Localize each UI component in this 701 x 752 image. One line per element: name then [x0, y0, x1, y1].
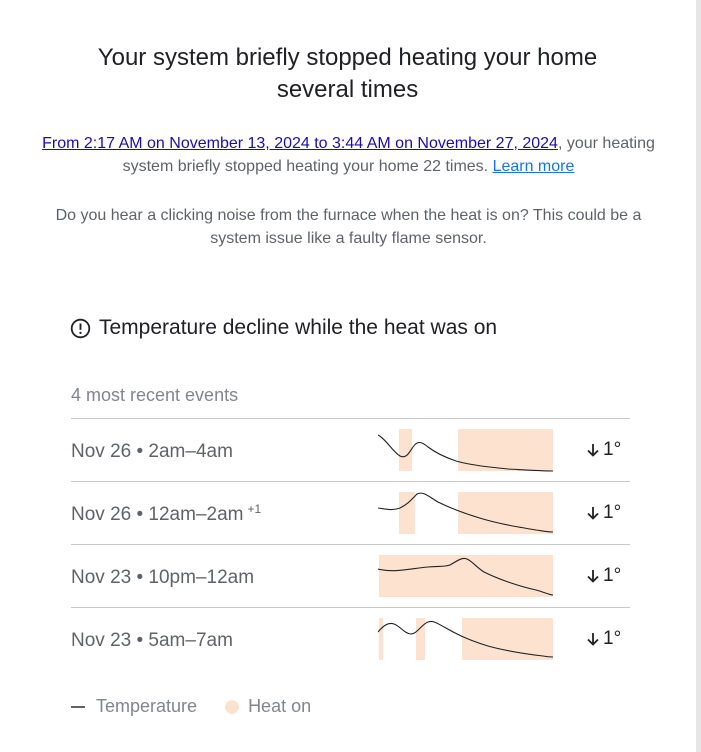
heat-on-region [379, 618, 383, 660]
event-label [71, 439, 237, 463]
learn-more-link[interactable]: Learn more [492, 158, 575, 175]
arrow-down-icon [585, 568, 601, 584]
temperature-change [585, 502, 621, 524]
scrollbar[interactable] [696, 0, 701, 752]
temperature-change [585, 565, 621, 587]
event-sparkline [378, 618, 554, 662]
temperature-legend-label: Temperature [96, 696, 198, 716]
events-subtitle: 4 most recent events [71, 385, 239, 405]
temperature-change [585, 628, 621, 650]
event-row[interactable] [71, 481, 630, 544]
event-label [71, 565, 258, 589]
event-row[interactable] [71, 544, 630, 607]
event-time: Nov 26 • 2am–4am [71, 441, 233, 462]
arrow-down-icon [585, 505, 601, 521]
heat-on-region [462, 618, 553, 660]
event-sparkline [378, 555, 554, 599]
temperature-change [585, 439, 621, 461]
events-list [71, 418, 630, 670]
page-title: Your system briefly stopped heating your home several times [97, 44, 598, 103]
event-row[interactable] [71, 418, 630, 481]
heat-on-legend-label: Heat on [248, 696, 312, 716]
event-sparkline [378, 492, 554, 536]
event-time: Nov 23 • 5am–7am [71, 630, 233, 651]
event-label [71, 628, 237, 652]
chart-legend [71, 696, 311, 717]
event-sparkline [378, 429, 554, 473]
temperature-change-value: 1° [603, 439, 622, 460]
alert-circle-icon [70, 318, 91, 339]
event-time: Nov 26 • 12am–2am [71, 504, 244, 525]
section-header [70, 314, 497, 342]
event-time: Nov 23 • 10pm–12am [71, 567, 255, 588]
event-row[interactable] [71, 607, 630, 670]
temperature-change-value: 1° [603, 565, 622, 586]
heat-on-region [379, 555, 553, 597]
heat-on-legend-swatch [225, 700, 239, 714]
arrow-down-icon [585, 442, 601, 458]
heat-on-region [399, 429, 412, 471]
event-extra-count: +1 [247, 502, 262, 516]
arrow-down-icon [585, 631, 601, 647]
date-range-link[interactable]: From 2:17 AM on November 13, 2024 to 3:44 AM on November 27, 2024 [42, 135, 558, 152]
heat-on-region [458, 492, 553, 534]
section-title: Temperature decline while the heat was on [99, 316, 498, 339]
question-text: Do you hear a clicking noise from the furnace when the heat is on? This could be a system issue like a faulty flame sensor. [55, 207, 642, 247]
intro-text [36, 132, 661, 178]
intro-body: , your heating system briefly stopped heating your home 22 times. [122, 135, 655, 175]
temperature-change-value: 1° [603, 502, 622, 523]
temperature-legend-swatch [71, 706, 85, 708]
temperature-change-value: 1° [603, 628, 622, 649]
event-label [71, 502, 261, 526]
